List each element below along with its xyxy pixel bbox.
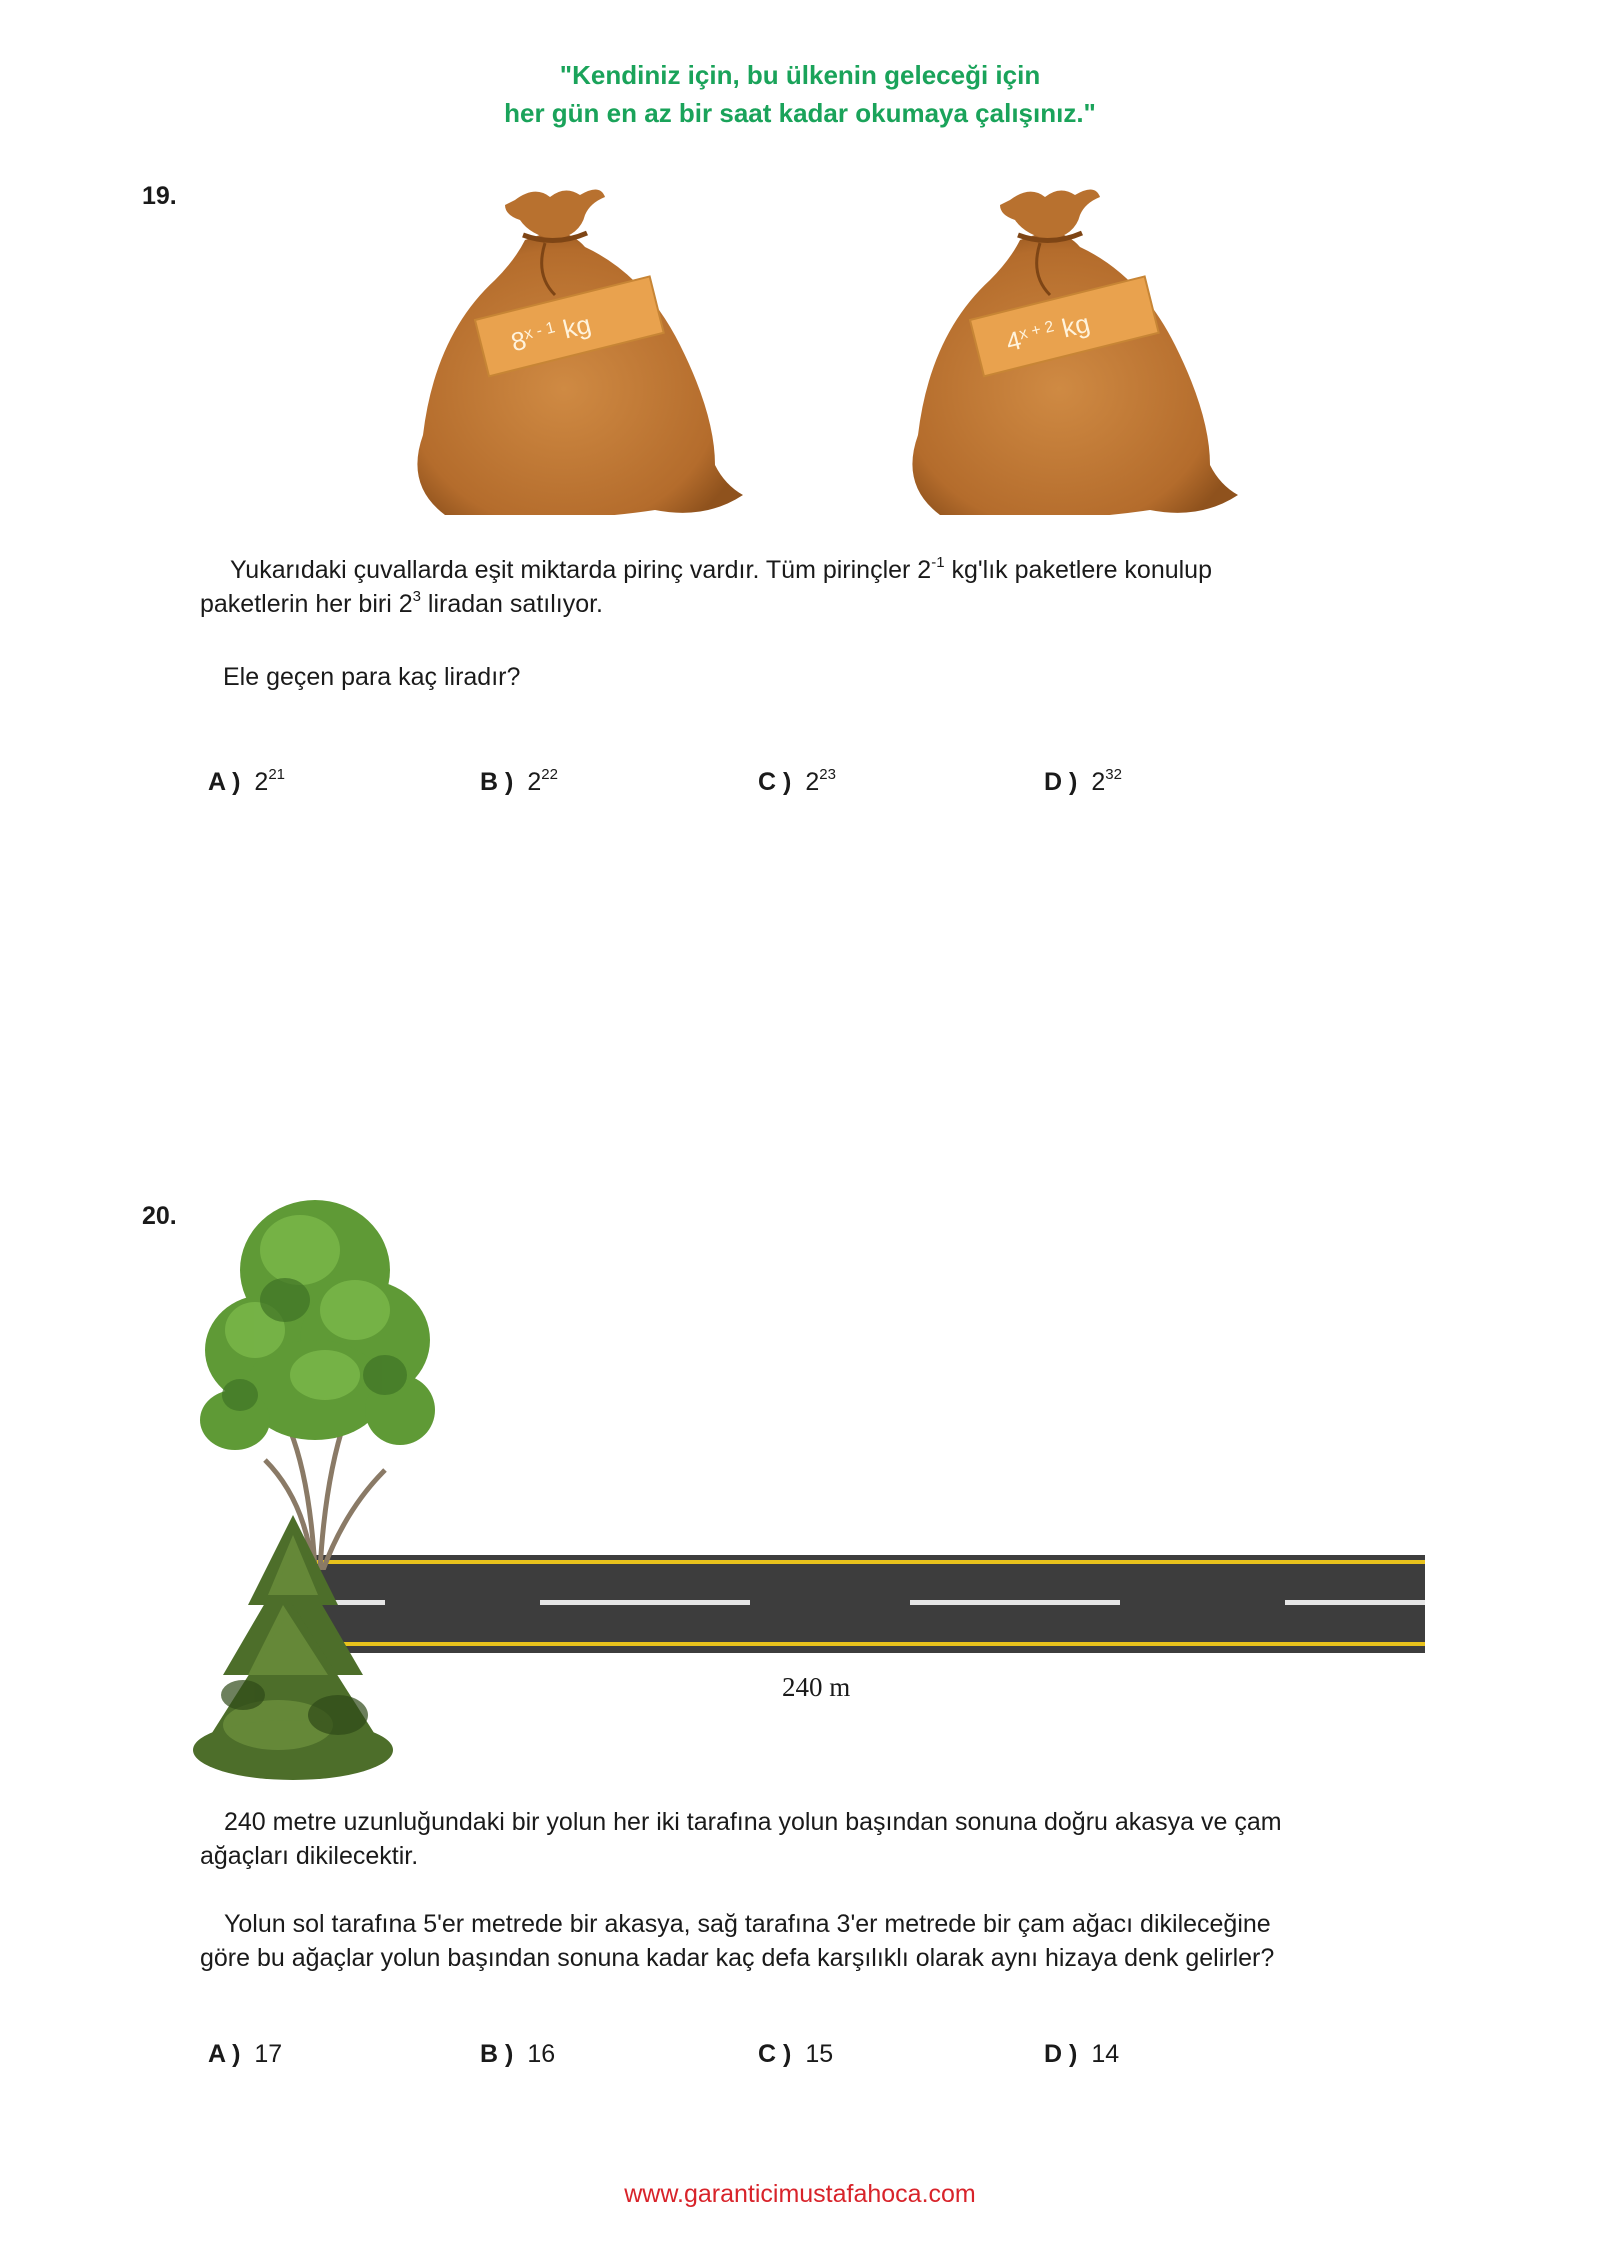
q19-option-d[interactable]: D ) $2^{32}$ — [1044, 765, 1122, 796]
motto — [0, 56, 1600, 132]
footer-url[interactable]: www.garanticimustafahoca.com — [624, 2180, 976, 2208]
question-20-number: 20. — [142, 1202, 177, 1230]
q20-paragraph-1 — [200, 1805, 1282, 1873]
q19-text-a: Yukarıdaki çuvallarda eşit miktarda pirinç vardır. Tüm pirinçler 2 — [230, 556, 932, 584]
road-length-label: 240 m — [782, 1672, 851, 1702]
rice-sack-right — [900, 185, 1240, 515]
rice-sack-left — [405, 185, 745, 515]
sack-left-exp: x - 1 — [522, 319, 557, 344]
sack-right-exp: x + 2 — [1017, 318, 1056, 344]
q20-p2-line1: Yolun sol tarafına 5'er metrede bir akasya, sağ tarafına 3'er metrede bir çam ağacı dikileceğine — [224, 1910, 1271, 1938]
question-19-number: 19. — [142, 182, 177, 210]
q19-text-b: kg'lık paketlere konulup — [944, 556, 1212, 584]
motto-line-1: "Kendiniz için, bu ülkenin geleceği için — [559, 60, 1041, 90]
q20-option-b[interactable]: B ) 16 — [480, 2040, 556, 2068]
q19-option-a[interactable]: A ) $2^{21}$ — [208, 765, 285, 796]
q19-option-b[interactable]: B ) $2^{22}$ — [480, 765, 558, 796]
acacia-tree — [195, 1180, 445, 1570]
road — [310, 1555, 1425, 1655]
pine-tree — [188, 1515, 398, 1785]
q19-question: Ele geçen para kaç liradır? — [223, 663, 521, 691]
q20-option-d[interactable]: D ) 14 — [1044, 2040, 1120, 2068]
q19-sup-1: -1 — [931, 553, 945, 571]
q19-paragraph — [200, 553, 1212, 621]
q20-p1-line2: ağaçları dikilecektir. — [200, 1842, 419, 1870]
q19-text-c: paketlerin her biri 2 — [200, 590, 413, 618]
q19-sup-2: 3 — [412, 587, 421, 605]
q20-paragraph-2 — [200, 1907, 1274, 1975]
q19-text-d: liradan satılıyor. — [420, 590, 603, 618]
sack-right-base: 4 — [1002, 324, 1025, 358]
q20-p1-line1: 240 metre uzunluğundaki bir yolun her iki tarafına yolun başından sonuna doğru akasya ve çam — [224, 1808, 1282, 1836]
q20-option-c[interactable]: C ) 15 — [758, 2040, 834, 2068]
sack-right-unit: kg — [1058, 307, 1093, 344]
q20-p2-line2: göre bu ağaçlar yolun başından sonuna kadar kaç defa karşılıklı olarak aynı hizaya denk gelirler? — [200, 1944, 1275, 1972]
q20-option-a[interactable]: A ) 17 — [208, 2040, 283, 2068]
motto-line-2: her gün en az bir saat kadar okumaya çalışınız." — [504, 98, 1096, 128]
sack-left-unit: kg — [559, 308, 594, 345]
q19-option-c[interactable]: C ) $2^{23}$ — [758, 765, 836, 796]
sack-left-base: 8 — [507, 324, 530, 358]
